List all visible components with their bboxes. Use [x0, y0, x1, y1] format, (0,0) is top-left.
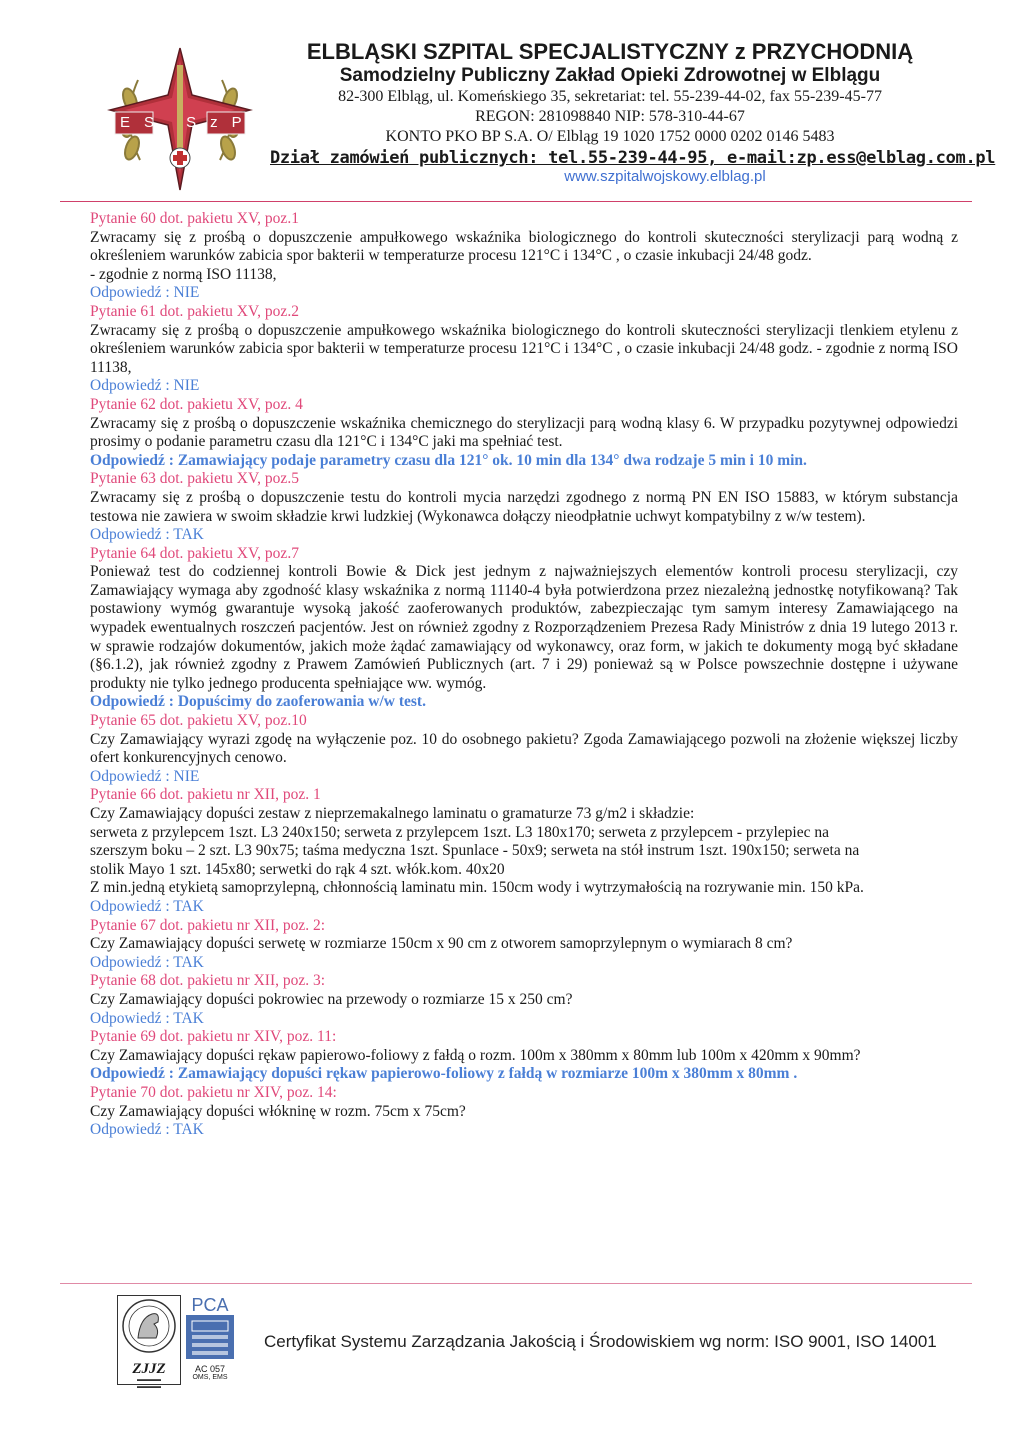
question-heading: Pytanie 70 dot. pakietu nr XIV, poz. 14: — [90, 1083, 337, 1101]
question-heading: Pytanie 60 dot. pakietu XV, poz.1 — [90, 210, 299, 227]
hospital-subname: Samodzielny Publiczny Zakład Opieki Zdrowotnej w Elblągu — [339, 65, 881, 86]
answer-text: Odpowiedź : TAK — [90, 1121, 204, 1139]
question-text: Zwracamy się z prośbą o dopuszczenie testu do kontroli mycia narzędzi zgodnego z normą PN EN ISO 15883, w którym substancja testowa nie zawiera w swoim składzie krwi ludzkiej (Wykonawca dołączy nieodpłatnie uchwyt kompatybilny z w/w testem). — [90, 488, 958, 525]
question-heading: Pytanie 69 dot. pakietu nr XIV, poz. 11: — [90, 1028, 337, 1046]
answer-text: Odpowiedź : NIE — [90, 377, 200, 395]
answer-text: Odpowiedź : Zamawiający dopuści rękaw papierowo-foliowy z fałdą w rozmiarze 100m x 380mm x 80mm . — [90, 1065, 798, 1083]
question-heading: Pytanie 66 dot. pakietu nr XII, poz. 1 — [90, 786, 321, 804]
question-heading: Pytanie 62 dot. pakietu XV, poz. 4 — [90, 395, 303, 413]
question-text: Czy Zamawiający dopuści serwetę w rozmiarze 150cm x 90 cm z otworem samoprzylepnym o wymiarach 8 cm? — [90, 935, 793, 953]
pca-ac-number: AC 057 — [194, 1364, 226, 1374]
question-heading: Pytanie 68 dot. pakietu nr XII, poz. 3: — [90, 972, 326, 990]
answer-text: Odpowiedź : TAK — [90, 953, 204, 971]
zjjz-label: ZJJZ — [132, 1361, 166, 1377]
answer-text: Odpowiedź : Dopuścimy do zaoferowania w/w test. — [90, 693, 426, 711]
question-heading: Pytanie 63 dot. pakietu XV, poz.5 — [90, 470, 299, 488]
question-text: Czy Zamawiający dopuści pokrowiec na przewody o rozmiarze 15 x 250 cm? — [90, 990, 573, 1008]
certificate-statement: Certyfikat Systemu Zarządzania Jakością i Środowiskiem wg norm: ISO 9001, ISO 14001 — [264, 1332, 937, 1351]
question-text: Czy Zamawiający dopuści włókninę w rozm. 75cm x 75cm? — [90, 1102, 466, 1120]
answer-text: Odpowiedź : Zamawiający podaje parametry czasu dla 121° ok. 10 min dla 134° dwa rodzaje 5 min i 10 min. — [90, 451, 807, 469]
header-divider — [60, 201, 972, 202]
answer-text: Odpowiedź : TAK — [90, 1009, 204, 1027]
pca-scope: OMS, EMS — [192, 1374, 228, 1381]
footer-divider — [60, 1283, 972, 1284]
zjjz-cert-logo — [117, 1295, 181, 1390]
hospital-logo — [100, 40, 260, 200]
question-text: Zwracamy się z prośbą o dopuszczenie ampułkowego wskaźnika biologicznego do kontroli skuteczności sterylizacji tlenkiem etylenu z określeniem warunków zabicia spor bakterii w temperaturze procesu 121°C i 134°C , o czasie inkubacji 24/48 godz. - zgodnie z normą ISO 11138, — [90, 321, 958, 376]
answer-text: Odpowiedź : TAK — [90, 897, 204, 915]
answer-text: Odpowiedź : NIE — [90, 767, 200, 785]
answer-text: Odpowiedź : TAK — [90, 526, 204, 544]
pca-cert-logo — [184, 1295, 236, 1383]
hospital-name: ELBLĄSKI SZPITAL SPECJALISTYCZNY z PRZYCHODNIĄ — [306, 39, 914, 64]
question-heading: Pytanie 65 dot. pakietu XV, poz.10 — [90, 712, 307, 730]
question-text: Czy Zamawiający dopuści rękaw papierowo-foliowy z fałdą o rozm. 100m x 380mm x 80mm lub 100m x 420mm x 90mm? — [90, 1046, 861, 1064]
question-text: Zwracamy się z prośbą o dopuszczenie wskaźnika chemicznego do sterylizacji parą wodną klasy 6. W przypadku pozytywnej odpowiedzi prosimy o podanie parametru czasu dla 121°C i 134°C jaki ma spełniać test. — [90, 414, 958, 451]
bank-line: KONTO PKO BP S.A. O/ Elbląg 19 1020 1752 0000 0202 0146 5483 — [385, 128, 835, 145]
letterhead — [270, 39, 996, 185]
question-heading: Pytanie 64 dot. pakietu XV, poz.7 — [90, 544, 299, 562]
cert-fine-print-icon: ▬▬▬▬ ▬▬▬▬ — [137, 1377, 161, 1390]
address-line: 82-300 Elbląg, ul. Komeńskiego 35, sekretariat: tel. 55-239-44-02, fax 55-239-45-77 — [338, 88, 882, 105]
question-heading: Pytanie 67 dot. pakietu nr XII, poz. 2: — [90, 916, 326, 934]
question-text: serweta z przylepcem 1szt. L3 240x150; serweta z przylepcem 1szt. L3 180x170; serweta z przylepcem - przylepiec na — [90, 823, 829, 841]
question-heading: Pytanie 61 dot. pakietu XV, poz.2 — [90, 302, 299, 320]
website-link[interactable]: www.szpitalwojskowy.elblag.pl — [564, 168, 766, 185]
pca-label: PCA — [191, 1295, 229, 1315]
question-text: Czy Zamawiający dopuści zestaw z nieprzemakalnego laminatu o gramaturze 73 g/m2 i składzie: — [90, 805, 695, 822]
logo-text: ES SzP — [120, 114, 256, 131]
question-text: stolik Mayo 1 szt. 145x80; serwetki do rąk 4 szt. włók.kom. 40x20 — [90, 860, 505, 878]
question-text: szerszym boku – 2 szt. L3 90x75; taśma medyczna 1szt. Spunlace - 50x9; serweta na stół instrum 1szt. 190x150; serweta na — [90, 842, 860, 860]
question-text: Ponieważ test do codziennej kontroli Bowie & Dick jest jednym z najważniejszych elementów kontroli procesu sterylizacji, czy Zamawiający wymaga aby zgodność klasy wskaźnika z normą 11140-4 była potwierdzona przez niezależną jednostkę notyfikowaną? Tak postawiony wymóg gwarantuje wysoką jakość zaoferowanych produktów, zabezpieczając tym samym interesy Zamawiającego na wypadek ewentualnych roszczeń pacjentów. Jest on również zgodny z Rozporządzeniem Prezesa Rady Ministrów z dnia 19 lutego 2013 r. w sprawie rodzajów dokumentów, jakich może żądać zamawiający od wykonawcy, oraz form, w jakich te dokumenty mogą być składane (§6.1.2), jak również zgodny z Prawem Zamówień Publicznych (art. 7 i 29) ponieważ są w Polsce powszechnie dostępne i używane produkty nie tylko jednego producenta spełniające ww. wymóg. — [90, 563, 958, 692]
answer-text: Odpowiedź : NIE — [90, 284, 200, 302]
procurement-contact: Dział zamówień publicznych: tel.55-239-44-95, e-mail:zp.ess@elblag.com.pl — [270, 148, 996, 168]
question-text: Zwracamy się z prośbą o dopuszczenie ampułkowego wskaźnika biologicznego do kontroli skuteczności sterylizacji parą wodną z określeniem warunków zabicia spor bakterii w temperaturze procesu 121°C i 134°C , o czasie inkubacji 24/48 godz. — [90, 228, 958, 265]
pca-badge-icon — [184, 1315, 236, 1359]
question-text: Czy Zamawiający wyrazi zgodę na wyłączenie poz. 10 do osobnego pakietu? Zgoda Zamawiającego pozwoli na złożenie większej liczby ofert konkurencyjnych cenowo. — [90, 730, 958, 767]
regon-line: REGON: 281098840 NIP: 578-310-44-67 — [475, 108, 745, 125]
qa-list — [90, 210, 958, 1140]
question-text: Z min.jedną etykietą samoprzylepną, chłonnością laminatu min. 150cm wody i wytrzymałością na rozrywanie min. 150 kPa. — [90, 879, 864, 897]
question-text: - zgodnie z normą ISO 11138, — [90, 265, 277, 283]
